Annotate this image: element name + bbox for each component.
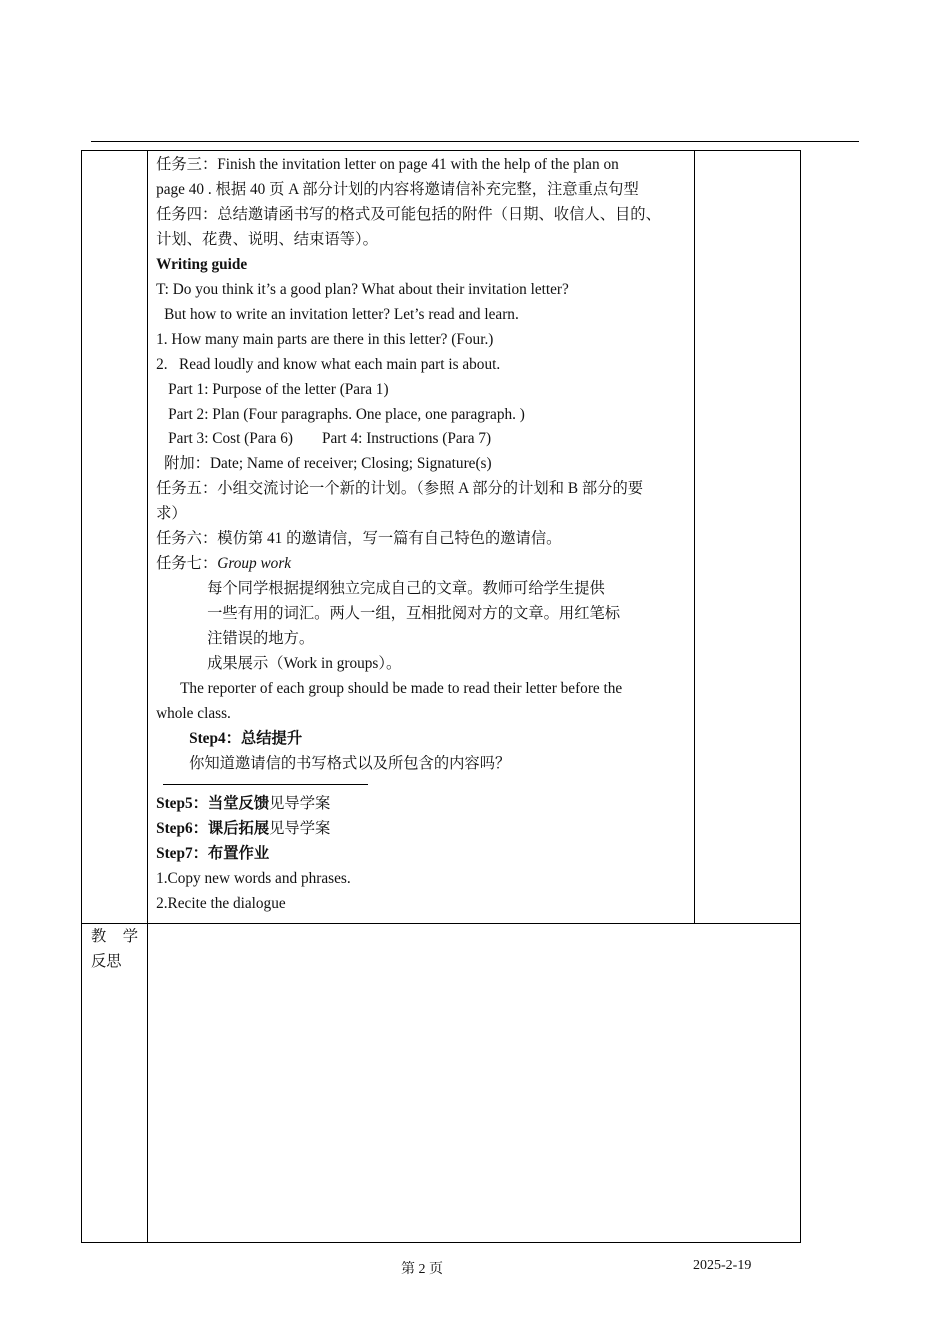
task3-line1: 任务三：Finish the invitation letter on page 41 with the help of the plan on [156,156,619,173]
task6: 任务六：模仿第 41 的邀请信，写一篇有自己特色的邀请信。 [156,530,562,548]
task5-line1: 任务五：小组交流讨论一个新的计划。（参照 A 部分的计划和 B 部分的要 [156,480,644,498]
writing-guide-heading: Writing guide [156,255,248,273]
separator-line [163,784,368,785]
part-4: Part 4: Instructions (Para 7) [322,430,492,448]
teacher-question-1: T: Do you think it’s a good plan? What about their invitation letter? [156,280,569,298]
left-label-cell [82,151,148,924]
reflection-label-cell [82,924,148,1243]
step4-question: 你知道邀请信的书写格式以及所包含的内容吗？ [189,754,511,772]
step5 [156,792,686,817]
question-1: 1. How many main parts are there in this letter? (Four.) [156,330,494,348]
teacher-question-2: But how to write an invitation letter? Let’s read and learn. [164,305,519,323]
task7-line-4: 成果展示（Work in groups）。 [207,655,402,673]
homework-1: 1.Copy new words and phrases. [156,869,351,887]
task7-line-2: 一些有用的词汇。两人一组，互相批阅对方的文章。用红笔标 [207,605,621,623]
reflection-label-line2: 反思 [91,952,122,970]
task4-line2: 计划、花费、说明、结束语等）。 [156,230,378,248]
task3-line2: page 40 . 根据 40 页 A 部分计划的内容将邀请信补充完整，注意重点句型 [156,180,639,198]
task4-line1: 任务四：总结邀请函书写的格式及可能包括的附件（日期、收信人、目的、 [156,205,661,223]
step6-note: 见导学案 [269,819,331,837]
footer-date: 2025-2-19 [693,1258,752,1273]
task7-title: Group work [217,555,292,573]
reflection-char-1: 教 [91,928,107,945]
part-3: Part 3: Cost (Para 6) [168,430,293,448]
right-notes-cell [694,151,800,924]
question-2: 2. Read loudly and know what each main part is about. [156,355,501,373]
header-rule [91,141,859,142]
reflection-row [82,924,801,1243]
step7-heading: Step7：布置作业 [156,844,270,862]
task7-prefix: 任务七： [156,555,218,573]
task7-heading [156,552,686,577]
step5-label: Step5：当堂反馈 [156,794,270,812]
reporter-line1: The reporter of each group should be made to read their letter before the [180,680,623,698]
task7-line-3: 注错误的地方。 [207,630,315,648]
page-number: 第 2 页 [401,1262,443,1277]
content-row [82,151,801,924]
appendix: 附加：Date; Name of receiver; Closing; Signature(s) [164,455,492,473]
lesson-plan-table [81,150,801,1243]
reporter-line2: whole class. [156,704,231,722]
step4-heading: Step4：总结提升 [189,729,303,747]
content-cell [148,151,695,924]
step5-note: 见导学案 [269,794,331,812]
step6 [156,817,686,842]
step6-label: Step6：课后拓展 [156,819,270,837]
reflection-content-cell [148,924,801,1243]
homework-2: 2.Recite the dialogue [156,894,286,912]
part-1: Part 1: Purpose of the letter (Para 1) [168,380,389,398]
reflection-char-2: 学 [122,928,139,945]
reflection-label-line1 [91,925,138,950]
task7-line-1: 每个同学根据提纲独立完成自己的文章。教师可给学生提供 [207,580,605,598]
task5-line2: 求） [156,505,187,523]
parts-3-4 [156,427,686,452]
part-2: Part 2: Plan (Four paragraphs. One place, one paragraph. ) [168,405,525,423]
